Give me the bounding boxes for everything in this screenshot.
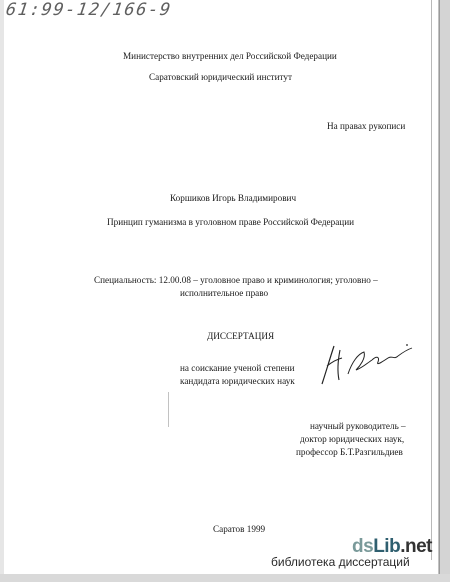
shelf-mark: 61:99-12/166-9 — [4, 0, 174, 20]
watermark-lib: Lib — [373, 536, 401, 557]
scan-bottom-band — [0, 574, 450, 582]
watermark-subtitle: библиотека диссертаций — [271, 555, 410, 569]
scan-edge-line — [431, 0, 432, 560]
watermark-ds: ds — [352, 536, 374, 557]
supervisor-line-1: научный руководитель – — [310, 421, 406, 431]
manuscript-note: На правах рукописи — [327, 121, 406, 131]
degree-line-2: кандидата юридических наук — [180, 376, 295, 386]
handwritten-signature — [318, 340, 416, 388]
degree-line-1: на соискание ученой степени — [180, 363, 295, 373]
supervisor-line-3: профессор Б.Т.Разгильдиев — [296, 447, 403, 457]
dissertation-title: Принцип гуманизма в уголовном праве Российской Федерации — [107, 217, 355, 227]
scan-edge-right — [440, 0, 450, 582]
scan-edge-left — [0, 0, 4, 582]
author-name: Коршиков Игорь Владимирович — [170, 193, 297, 203]
institute-heading: Саратовский юридический институт — [149, 72, 292, 82]
scan-artifact-line — [168, 392, 169, 427]
watermark-net: .net — [400, 536, 432, 557]
watermark-logo — [352, 537, 432, 556]
document-type: ДИССЕРТАЦИЯ — [207, 331, 275, 341]
supervisor-line-2: доктор юридических наук, — [300, 434, 405, 444]
place-and-year: Саратов 1999 — [213, 524, 266, 534]
specialty-line-1: Специальность: 12.00.08 – уголовное право и криминология; уголовно – — [94, 275, 378, 285]
ministry-heading: Министерство внутренних дел Российской Федерации — [123, 51, 337, 61]
scan-artifact-line — [438, 0, 439, 575]
specialty-line-2: исполнительное право — [180, 288, 269, 298]
